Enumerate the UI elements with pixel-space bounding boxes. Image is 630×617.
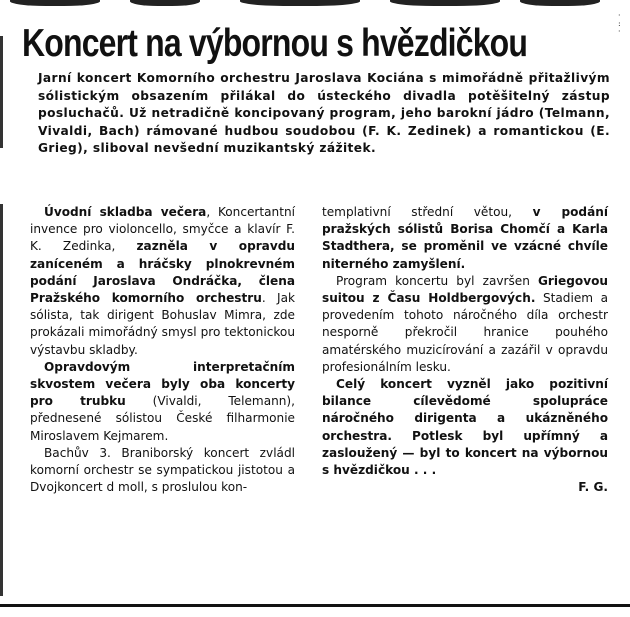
bold-run: zazněla v opravdu zaníceném a hráčsky plnokrevném podání Jaroslava Ondráčka, člena Pražského komorního orchestru [30, 239, 295, 306]
paragraph [322, 273, 608, 376]
paragraph [30, 204, 295, 359]
bold-run: v podání pražských sólistů Borisa Chomčí a Karla Stadthera, se proměnil ve vzácné chvíle niterného zamyšlení. [322, 205, 608, 271]
paragraph [30, 359, 295, 445]
scan-specks: · : · [618, 11, 621, 36]
text-run: , Koncertantní invence pro violoncello, smyčce a klavír F. K. Zedinka, [30, 205, 295, 254]
bold-run: Opravdovým interpretačním skvostem večera byly oba koncerty pro trubku [30, 359, 295, 409]
author-signature-row [322, 479, 608, 496]
article-lead: Jarní koncert Komorního orchestru Jaroslava Kociána s mimořádně přitažlivým sólistickým obsazením přilákal do ústeckého divadla potěšitelný zástup posluchačů. Už netradičně koncipovaný program, jeho barokní jádro (Telmann, Vivaldi, Bach) rámované hudbou soudobou (F. K. Zedinek) a romantickou (E. Grieg), sliboval nevšední muzikantský zážitek. [38, 71, 610, 156]
paragraph [30, 445, 295, 497]
left-column-rule [0, 36, 3, 596]
bottom-rule [0, 604, 630, 607]
author-signature: F. G. [578, 480, 608, 495]
text-run: Bachův 3. Braniborský koncert zvládl komorní orchestr se sympatickou jistotou a Dvojkoncert d moll, s proslulou kon- [30, 445, 295, 495]
scan-top-edge [0, 0, 630, 10]
text-run: templativní střední větou, [322, 205, 533, 219]
article-column-right [322, 204, 608, 496]
bold-run: Griegovou suitou z Času Holdbergových. [322, 273, 608, 306]
article-headline: Koncert na výbornou s hvězdičkou [22, 22, 528, 65]
text-run: Program koncertu byl završen [336, 273, 538, 288]
article-column-left [30, 204, 295, 496]
bold-run: Úvodní skladba večera [44, 205, 207, 219]
text-run: . Jak sólista, tak dirigent Bohuslav Mimra, zde prokázali mimořádný smysl pro tektonickou výstavbu skladby. [30, 291, 295, 357]
text-run: Stadiem a provedením tohoto náročného díla orchestr nesporně překročil hranice pouhého amatérského muzicírování a zazářil v opravdu profesionálním lesku. [322, 291, 608, 374]
paragraph [322, 204, 608, 273]
bold-run: Celý koncert vyzněl jako pozitivní bilance cílevědomé spolupráce náročného dirigenta a ukázněného orchestra. Potlesk byl upřímný a zasloužený — byl to koncert na výbornou s hvězdičkou . . . [322, 377, 608, 478]
text-run: (Vivaldi, Telemann), přednesené sólistou České filharmonie Miroslavem Kejmarem. [30, 394, 295, 443]
paragraph [322, 376, 608, 479]
